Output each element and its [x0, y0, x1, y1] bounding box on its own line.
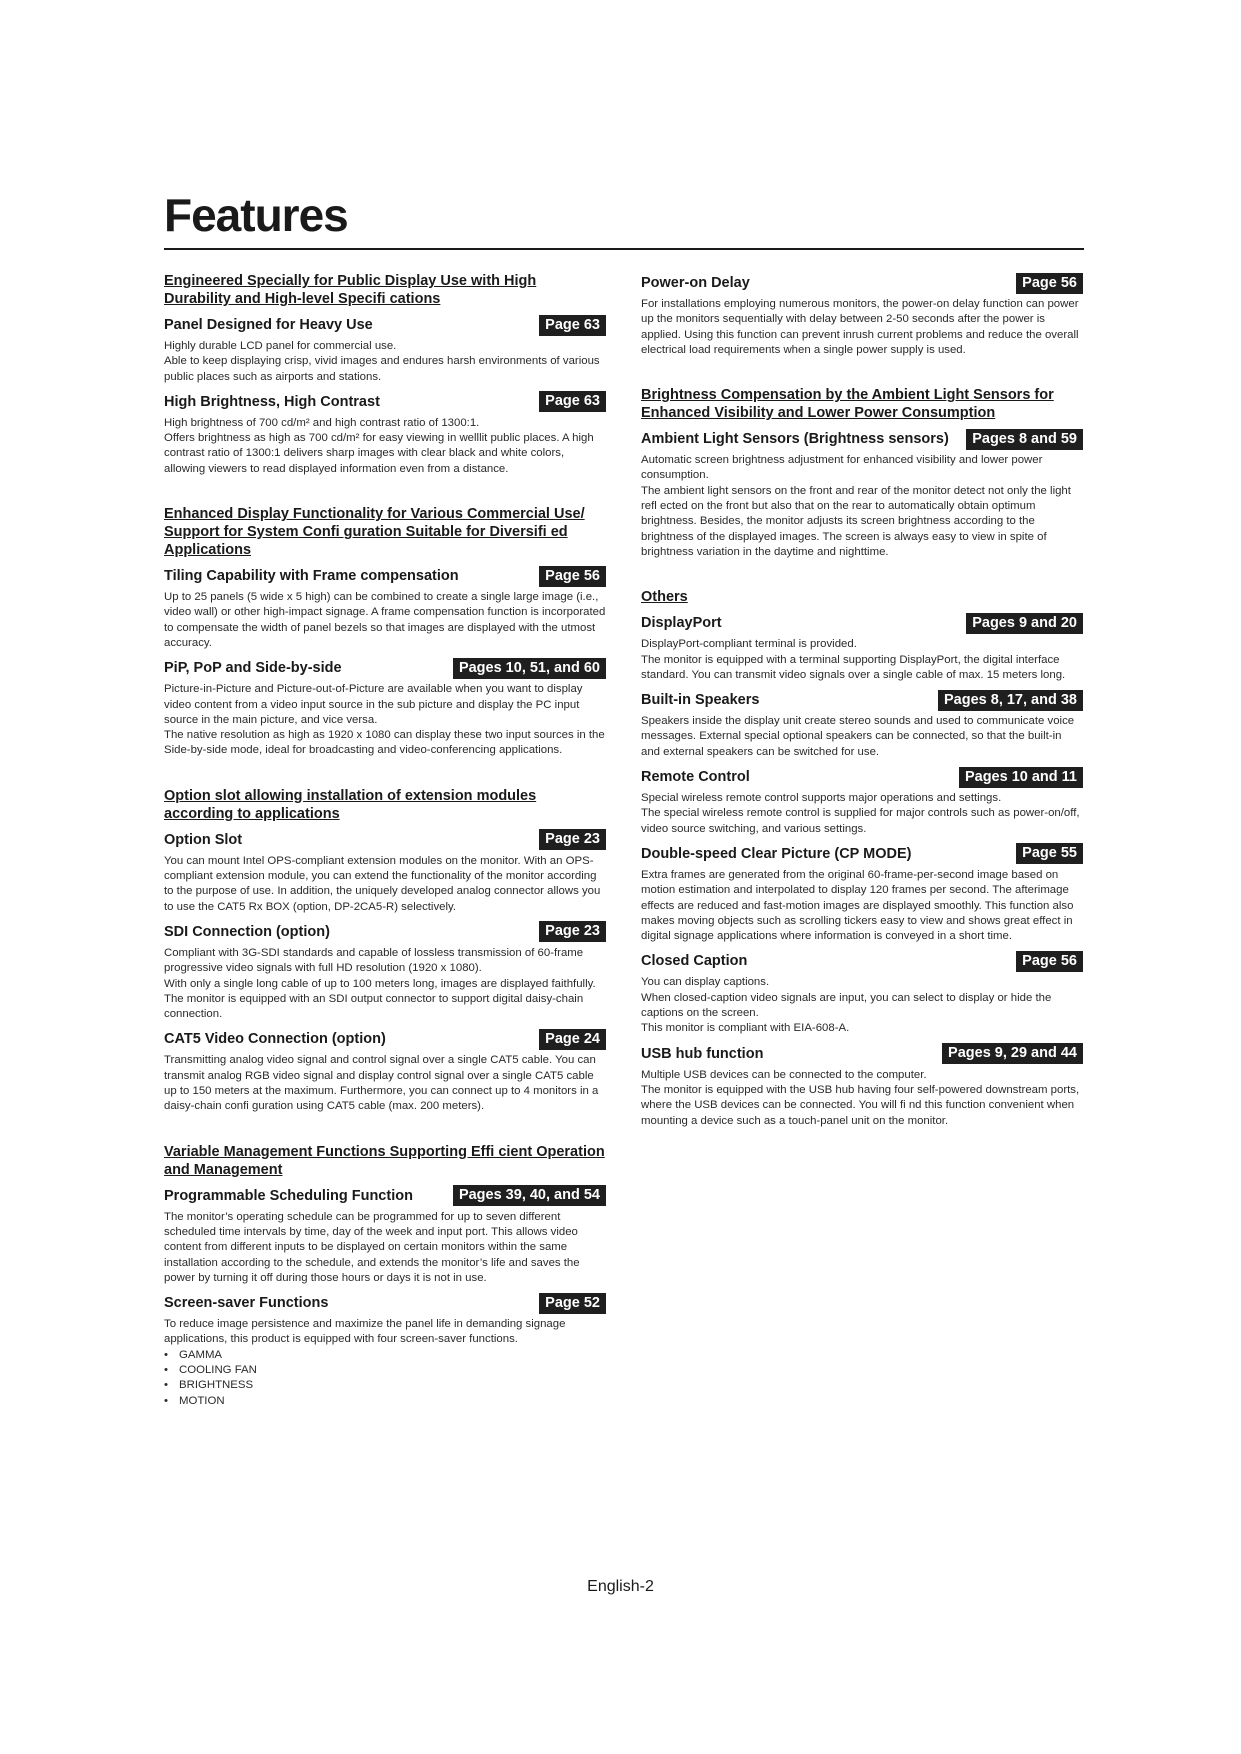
group-heading: Variable Management Functions Supporting Effi cient Operation and Management: [164, 1143, 605, 1178]
feature-description: [164, 590, 606, 651]
feature-title: Panel Designed for Heavy Use: [164, 317, 373, 333]
feature-description: [164, 682, 606, 758]
feature-description: [641, 637, 1083, 683]
description-paragraph: The native resolution as high as 1920 x 1080 can display these two input sources in the Side-by-side mode, ideal for broadcasting and video-conferencing applications.: [164, 729, 605, 757]
feature-item: [164, 657, 606, 758]
feature-header: [641, 612, 1083, 634]
feature-description: [164, 854, 606, 915]
feature-header: [641, 843, 1083, 865]
page-reference-badge: Page 63: [539, 315, 606, 336]
page-reference-badge: Pages 8 and 59: [966, 429, 1083, 450]
feature-item: [164, 1028, 606, 1114]
feature-item: [641, 766, 1083, 837]
page-reference-badge: Pages 8, 17, and 38: [938, 690, 1083, 711]
description-paragraph: Special wireless remote control supports major operations and settings.: [641, 792, 1002, 805]
feature-item: [164, 391, 606, 477]
description-paragraph: Speakers inside the display unit create stereo sounds and used to communicate voice messages. External special optional speakers can be connected, so that the built-in and external speakers can be switched for use.: [641, 715, 1075, 758]
feature-item: [164, 314, 606, 385]
feature-header: [164, 1028, 606, 1050]
feature-description: [641, 791, 1083, 837]
feature-description: [164, 1210, 606, 1286]
bullet-item: • COOLING FAN: [164, 1363, 606, 1378]
feature-header: [164, 314, 606, 336]
page-reference-badge: Page 56: [1016, 273, 1083, 294]
feature-title: SDI Connection (option): [164, 923, 330, 940]
feature-description: [164, 1317, 606, 1409]
feature-header: [641, 272, 1083, 294]
feature-header: [164, 1292, 606, 1314]
feature-title: Ambient Light Sensors (Brightness sensors): [641, 431, 949, 448]
feature-group: [641, 272, 1083, 358]
description-paragraph: For installations employing numerous monitors, the power-on delay function can power up the monitors sequentially with delay between 2-50 seconds after the power is applied. Using this function can prevent inrush current problems and reduce the overall electrical load requirements when a single power supply is used.: [641, 298, 1079, 356]
description-paragraph: The ambient light sensors on the front and rear of the monitor detect not only the light refl ected on the front but also that on the rear to automatically obtain optimum brightness. Besides, the monitor adjusts its screen brightness according to the brightness of the displayed images. The screen is always easy to view in spite of brightness variation in the daytime and nighttime.: [641, 484, 1071, 558]
page-reference-badge: Page 24: [539, 1029, 606, 1050]
page-reference-badge: Page 52: [539, 1293, 606, 1314]
feature-item: [641, 272, 1083, 358]
group-heading: Option slot allowing installation of extension modules according to applications: [164, 787, 537, 822]
page-title: Features: [164, 189, 348, 241]
feature-header: [164, 391, 606, 413]
feature-header: [641, 766, 1083, 788]
description-paragraph: High brightness of 700 cd/m² and high contrast ratio of 1300:1.: [164, 416, 480, 429]
feature-header: [164, 921, 606, 943]
feature-item: [164, 829, 606, 915]
group-heading: Others: [641, 589, 688, 606]
feature-description: [641, 1068, 1083, 1129]
description-paragraph: The monitor is equipped with a terminal supporting DisplayPort, the digital interface standard. You can transmit video signals over a single cable of max. 15 meters long.: [641, 653, 1066, 681]
feature-item: [164, 1185, 606, 1286]
feature-item: [641, 612, 1083, 683]
feature-item: [641, 950, 1083, 1036]
feature-header: [641, 428, 1083, 450]
feature-item: [641, 689, 1083, 760]
left-column: [164, 272, 606, 1437]
description-paragraph: Up to 25 panels (5 wide x 5 high) can be combined to create a single large image (i.e., video wall) or other high-impact signage. A frame compensation function is incorporated to compensate the width of panel bezels so that images are displayed with the utmost accuracy.: [164, 591, 606, 649]
page-reference-badge: Pages 9, 29 and 44: [942, 1043, 1083, 1064]
feature-title: Programmable Scheduling Function: [164, 1187, 413, 1204]
page-reference-badge: Page 63: [539, 391, 606, 412]
group-heading: Engineered Specially for Public Display Use with High Durability and High-level Specifi cations: [164, 273, 537, 307]
description-paragraph: Transmitting analog video signal and control signal over a single CAT5 cable. You can transmit analog RGB video signal and display control signal over a single CAT5 cable up to 150 meters at the maximum. Furthermore, you can connect up to 4 monitors in a daisy-chain confi guration using CAT5 cable (max. 200 meters).: [164, 1054, 599, 1113]
description-paragraph: The monitor is equipped with the USB hub having four self-powered downstream ports, where the USB devices can be connected. You will fi nd this function convenient when mounting a device such as a touch-panel unit on the monitor.: [641, 1083, 1080, 1127]
description-paragraph: This monitor is compliant with EIA-608-A.: [641, 1022, 850, 1035]
page-reference-badge: Pages 10, 51, and 60: [453, 658, 606, 679]
page-reference-badge: Pages 10 and 11: [959, 767, 1083, 788]
page-reference-badge: Pages 9 and 20: [966, 613, 1083, 634]
group-heading: Brightness Compensation by the Ambient Light Sensors for Enhanced Visibility and Lower Power Consumption: [641, 387, 1054, 422]
feature-group: [164, 272, 606, 477]
group-heading: Enhanced Display Functionality for Various Commercial Use/ Support for System Confi guration Suitable for Diversifi ed Applications: [164, 506, 585, 559]
feature-item: [641, 843, 1083, 944]
feature-title: High Brightness, High Contrast: [164, 393, 380, 410]
feature-title: USB hub function: [641, 1045, 764, 1062]
feature-title: Closed Caption: [641, 953, 748, 970]
feature-item: [641, 428, 1083, 560]
feature-title: Double-speed Clear Picture (CP MODE): [641, 845, 912, 862]
feature-group: [164, 787, 606, 1115]
feature-header: [164, 565, 606, 587]
page-reference-badge: Pages 39, 40, and 54: [453, 1185, 606, 1206]
page-number: English-2: [587, 1578, 654, 1595]
feature-description: [641, 297, 1083, 358]
description-paragraph: When closed-caption video signals are input, you can select to display or hide the captions on the screen.: [641, 991, 1052, 1020]
feature-title: DisplayPort: [641, 615, 722, 632]
page-reference-badge: Page 23: [539, 829, 606, 850]
description-paragraph: Able to keep displaying crisp, vivid images and endures harsh environments of various public places such as airports and stations.: [164, 355, 600, 383]
bullet-item: • BRIGHTNESS: [164, 1378, 606, 1393]
feature-header: [164, 1185, 606, 1207]
description-paragraph: You can mount Intel OPS-compliant extension modules on the monitor. With an OPS-compliant extension module, you can extend the functionality of the monitor according to the purpose of use. In addition, the uniquely developed analog connector allows you to use the CAT5 Rx BOX (option, DP-2CA5-R) selectively.: [164, 854, 601, 913]
feature-title: Screen-saver Functions: [164, 1295, 329, 1312]
feature-title: Power-on Delay: [641, 275, 750, 291]
description-paragraph: Offers brightness as high as 700 cd/m² for easy viewing in welllit public places. A high contrast ratio of 1300:1 delivers sharp images with clear black and white colors, allowing viewers to read displayed information even from a distance.: [164, 432, 594, 475]
page-reference-badge: Page 23: [539, 921, 606, 942]
feature-description: [641, 868, 1083, 944]
feature-description: [641, 975, 1083, 1036]
description-paragraph: The monitor’s operating schedule can be programmed for up to seven different scheduled time intervals by time, day of the week and input port. This allows video content from different inputs to be displayed on certain monitors within the same installation according to the schedule, and extends the monitor’s life and saves the power by turning it off during those hours or days it is not in use.: [164, 1210, 580, 1284]
description-paragraph: You can display captions.: [641, 976, 770, 989]
feature-item: [164, 1292, 606, 1409]
description-paragraph: Automatic screen brightness adjustment for enhanced visibility and lower power consumption.: [641, 454, 1043, 482]
bullet-list: [164, 1348, 606, 1409]
bullet-item: • MOTION: [164, 1394, 606, 1409]
feature-header: [641, 950, 1083, 972]
description-paragraph: Multiple USB devices can be connected to the computer.: [641, 1068, 927, 1081]
feature-description: [164, 1053, 606, 1114]
description-paragraph: Highly durable LCD panel for commercial use.: [164, 340, 397, 352]
feature-title: Option Slot: [164, 831, 243, 848]
page-reference-badge: Page 56: [539, 566, 606, 587]
feature-title: Built-in Speakers: [641, 692, 760, 709]
feature-item: [164, 921, 606, 1022]
feature-description: [164, 416, 606, 477]
description-paragraph: The special wireless remote control is supplied for major controls such as power-on/off, video source switching, and various settings.: [641, 807, 1080, 835]
feature-item: [164, 565, 606, 651]
description-paragraph: With only a single long cable of up to 100 meters long, images are displayed faithfully. The monitor is equipped with an SDI output connector to support digital daisy-chain connection.: [164, 977, 596, 1021]
feature-description: [164, 339, 606, 385]
feature-description: [641, 714, 1083, 760]
description-paragraph: DisplayPort-compliant terminal is provided.: [641, 638, 857, 651]
title-divider: [164, 248, 1084, 250]
feature-header: [164, 829, 606, 851]
feature-title: CAT5 Video Connection (option): [164, 1031, 386, 1048]
feature-item: [641, 1043, 1083, 1129]
feature-group: [164, 505, 606, 759]
page-reference-badge: Page 56: [1016, 951, 1083, 972]
description-paragraph: Compliant with 3G-SDI standards and capable of lossless transmission of 60-frame progressive video signals with full HD resolution (1920 x 1080).: [164, 946, 584, 975]
feature-description: [641, 453, 1083, 560]
feature-header: [641, 1043, 1083, 1065]
feature-header: [164, 657, 606, 679]
description-paragraph: Extra frames are generated from the original 60-frame-per-second image based on motion estimation and interpolated to display 120 frames per second. The afterimage effects are reduced and fast-motion images are displayed smoothly. This function also makes moving objects such as scrolling tickers easy to view and shows great effect in digital signage applications where information is conveyed in a short time.: [641, 868, 1074, 943]
right-column: [641, 272, 1083, 1157]
feature-title: PiP, PoP and Side-by-side: [164, 660, 342, 677]
feature-title: Remote Control: [641, 769, 750, 786]
feature-header: [641, 689, 1083, 711]
feature-title: Tiling Capability with Frame compensation: [164, 568, 459, 585]
bullet-item: • GAMMA: [164, 1348, 606, 1363]
feature-description: [164, 946, 606, 1022]
description-paragraph: To reduce image persistence and maximize the panel life in demanding signage applications, this product is equipped with four screen-saver functions.: [164, 1318, 566, 1346]
feature-group: [641, 588, 1083, 1129]
feature-group: [641, 386, 1083, 560]
description-paragraph: Picture-in-Picture and Picture-out-of-Picture are available when you want to display video content from a video input source in the sub picture and display the PC input source in the main picture, and vice versa.: [164, 683, 583, 726]
page-reference-badge: Page 55: [1016, 843, 1083, 864]
feature-group: [164, 1143, 606, 1409]
